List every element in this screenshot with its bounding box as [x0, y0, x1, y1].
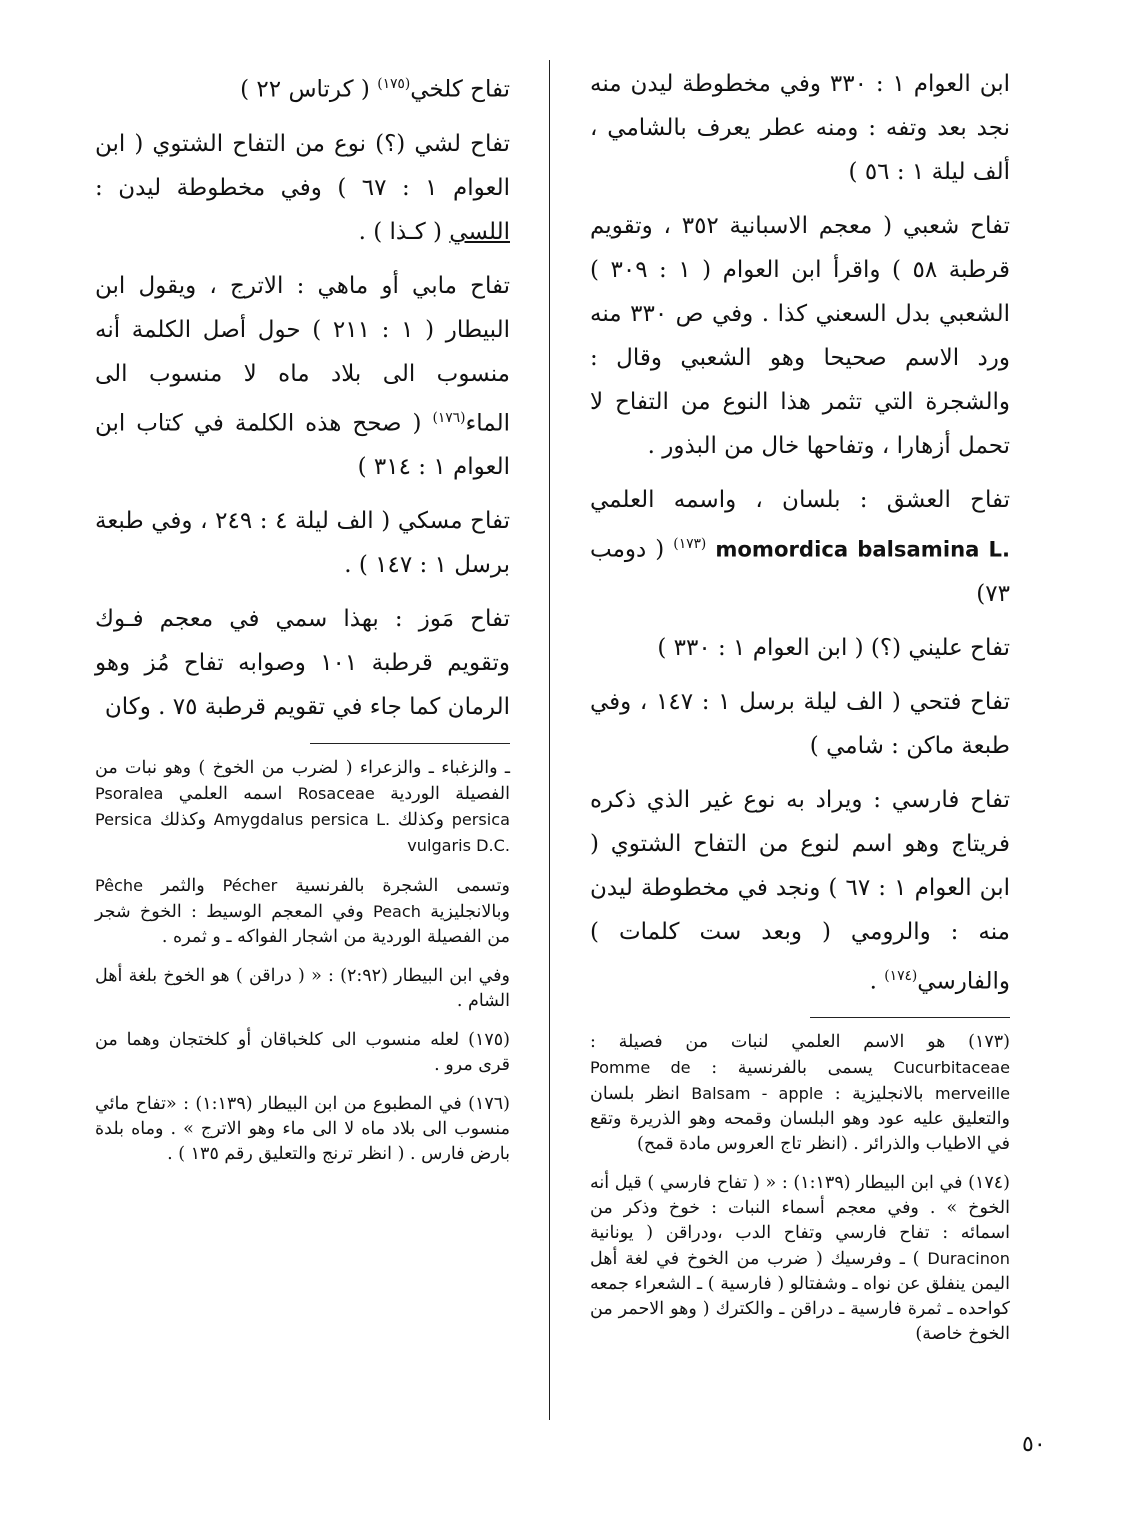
fnc-latin-persica: Persica vulgaris D.C.: [95, 810, 510, 856]
fnc-b2: وكذلك: [397, 810, 444, 831]
entry-tuffah-mawz: تفاح مَوز : بهذا سمي في معجم فـوك وتقويم قرطبة ١٠١ وصوابه تفاح مُز وهو الرمان كما جاء في تقويم قرطبة ٧٥ . وكان: [95, 606, 511, 721]
entry-tuffah-lashi-text: تفاح لشي (؟) نوع من التفاح الشتوي ( ابن العوام ١ : ٦٧ ) وفي مخطوطة ليدن :: [95, 130, 510, 201]
entry-tuffah-lashi: [95, 122, 510, 254]
entry-tuffah-farsi: [590, 778, 1010, 1004]
footnote-173: [590, 1030, 1010, 1157]
entry-tuffah-fathi: تفاح فتحي ( الف ليلة برسل ١ : ١٤٧ ، وفي طبعة ماكن : شامي ): [590, 688, 1010, 759]
entry-tuffah-kalkhi-text: تفاح كلخي: [410, 76, 510, 103]
fn173-latin-french: Pomme de merveille: [590, 1058, 1010, 1104]
entry-tuffah-farsi-text: تفاح فارسي : ويراد به نوع غير الذي ذكره فريتاج وهو اسم لنوع من التفاح الشتوي ( ابن العوام ١ : ٦٧ ) ونجد في مخطوطة ليدن منه : والرومي ( وبعد ست كلمات ) والفارسي: [590, 786, 1010, 995]
footnote-176: [95, 1092, 510, 1167]
fn176-b: وماه بلدة بارض فارس . ( انظر ترنج والتعليق رقم ١٣٥ ) .: [95, 1119, 510, 1165]
fn174-b: وفي معجم أسماء النبات : خوخ وذكر من اسمائه : تفاح فارسي وتفاح الدب ،ودراقن: [590, 1198, 1010, 1244]
latin-name: momordica balsamina L.: [715, 536, 1011, 562]
fn173-latin-family: Cucurbitaceae: [893, 1058, 1010, 1078]
fnc-latin-rosaceae: Rosaceae: [297, 784, 375, 804]
fn173-c: يسمى بالفرنسية :: [711, 1058, 873, 1079]
fnc-latin-peche: Pêche: [95, 876, 143, 896]
fnc-b: اسمه العلمي: [178, 784, 283, 805]
fn173-a: (١٧٣) هو الاسم العلمي لنبات من فصيلة :: [590, 1032, 1010, 1053]
entry-tuffah-kalkhi-tail: ( كرتاس ٢٢ ): [240, 76, 378, 103]
footnote-ref-173: (١٧٣): [673, 536, 707, 552]
entry-tuffah-mabi-text: تفاح مابي أو ماهي : الاترج ، ويقول ابن البيطار ( ١ : ٢١١ ) حول أصل الكلمة أنه منسوب الى بلاد ماه لا منسوب الى الماء: [95, 272, 511, 437]
fn173-d: بالانجليزية :: [834, 1084, 924, 1105]
footnote-rule: [810, 1017, 1010, 1018]
left-main-text: [95, 62, 510, 729]
footnote-ref-174: (١٧٤): [884, 967, 918, 984]
entry-tuffah-ishq: [590, 478, 1010, 616]
fn173-e: انظر بلسان والتعليق عليه: [590, 1084, 1010, 1130]
entry-tuffah-alini: تفاح عليني (؟) ( ابن العوام ١ : ٣٣٠ ): [657, 634, 1010, 661]
entry-tuffah-kalkhi: [95, 62, 510, 112]
footnote-ref-176: (١٧٦): [432, 409, 466, 426]
fnc-latin-amygdalus: Amygdalus persica L.: [213, 810, 391, 830]
entry-tuffah-shaabi: تفاح شعبي ( معجم الاسبانية ٣٥٢ ، وتقويم قرطبة ٥٨ ) واقرأ ابن العوام ( ١ : ٣٠٩ ) الشعبي بدل السعني كذا . وفي ص ٣٣٠ منه ورد الاسم صحيحا وهو الشعبي وقال : والشجرة التي تثمر هذا النوع من التفاح لا تحمل أزهارا ، وتفاحها خال من البذور .: [590, 213, 1010, 459]
left-column: [95, 62, 510, 1181]
fnc-latin-psoralea: Psoralea persica: [95, 784, 510, 830]
right-main-text: [590, 62, 1010, 1003]
fnc-f2: وبالانجليزية: [430, 902, 510, 923]
fnc-latin-pecher: Pécher: [222, 876, 278, 896]
fn174-c1: ( يونانية: [590, 1223, 654, 1244]
fnc-e: وتسمى الشجرة بالفرنسية: [295, 876, 510, 897]
entry-tuffah-mabi-tail: ( صحح هذه الكلمة في كتاب ابن العوام ١ : ٣١٤ ): [95, 410, 510, 481]
fn174-latin: Duracinon: [927, 1249, 1010, 1269]
footnote-ref-175: (١٧٥): [377, 76, 411, 92]
entry-tuffah-lashi-tail: ( كـذا ) .: [358, 218, 442, 245]
fn174-d: ( ضرب من الخوخ في لغة أهل اليمن ينفلق عن نواه ـ وشفتالو ( فارسية ) ـ الشعراء جمعه كواحده ـ ثمرة فارسية ـ دراقن ـ والكترك ( وهو الاحمر من الخوخ خاصة): [590, 1249, 1010, 1345]
fnc-latin-peach: Peach: [372, 902, 421, 922]
right-column: [590, 62, 1010, 1361]
fn174-c2: ) ـ وفرسيك: [830, 1249, 920, 1270]
fn174-a: (١٧٤) في ابن البيطار (١:١٣٩) : « ( تفاح فارسي ) قيل أنه الخوخ » .: [590, 1173, 1010, 1219]
fnc-g: وفي المعجم الوسيط : الخوخ شجر من الفصيلة الوردية من اشجار الفواكه ـ و ثمره .: [95, 902, 510, 948]
footnote-continuation: [95, 756, 510, 859]
entry-tuffah-farsi-end: .: [869, 968, 885, 995]
page-number: ٥٠: [1022, 1432, 1046, 1457]
fnc-f: والثمر: [160, 876, 205, 897]
fnc-c2: وكذلك: [159, 810, 206, 831]
entry-tuffah-miski: تفاح مسكي ( الف ليلة ٤ : ٢٤٩ ، وفي طبعة برسل ١ : ١٤٧ ) .: [95, 508, 510, 579]
footnote-175: (١٧٥) لعله منسوب الى كلخباقان أو كلختجان وهما من قرى مرو .: [95, 1030, 510, 1076]
fnc-a: ـ والزغباء ـ والزعراء ( لضرب من الخوخ ) وهو نبات من الفصيلة الوردية: [95, 758, 510, 805]
footnote-174: [590, 1171, 1010, 1347]
entry-tuffah-mabi: [95, 264, 510, 490]
fn173-f: عود وهو البلسان وقمحه وهو الذريرة وتقع في الاطياب والذرائر . (انظر تاج العروس مادة قمح): [590, 1109, 1010, 1155]
column-divider: [549, 60, 550, 1420]
right-footnotes: [590, 1030, 1010, 1347]
entry-tuffah-ishq-tail: ( دومب ٧٣): [590, 536, 1010, 607]
entry-continuation: ابن العوام ١ : ٣٣٠ وفي مخطوطة ليدن منه نجد بعد وتفه : ومنه عطر يعرف بالشامي ، ألف ليلة ١ : ٥٦ ): [590, 71, 1010, 185]
left-footnotes: [95, 756, 510, 1167]
entry-tuffah-lashi-underlined: اللسي: [449, 218, 510, 245]
entry-tuffah-ishq-text: تفاح العشق : بلسان ، واسمه العلمي: [590, 487, 1010, 513]
fn176-a: (١٧٦) في المطبوع من ابن البيطار (١:١٣٩) : «تفاح مائي منسوب الى بلاد ماه لا الى ماء وهو الاترج » .: [95, 1094, 510, 1140]
footnote-continuation-3: وفي ابن البيطار (٢:٩٢) : « ( دراقن ) هو الخوخ بلغة أهل الشام .: [95, 966, 510, 1012]
fn173-latin-english: Balsam - apple: [691, 1084, 824, 1104]
footnote-continuation-2: [95, 873, 510, 950]
footnote-rule: [310, 743, 510, 744]
